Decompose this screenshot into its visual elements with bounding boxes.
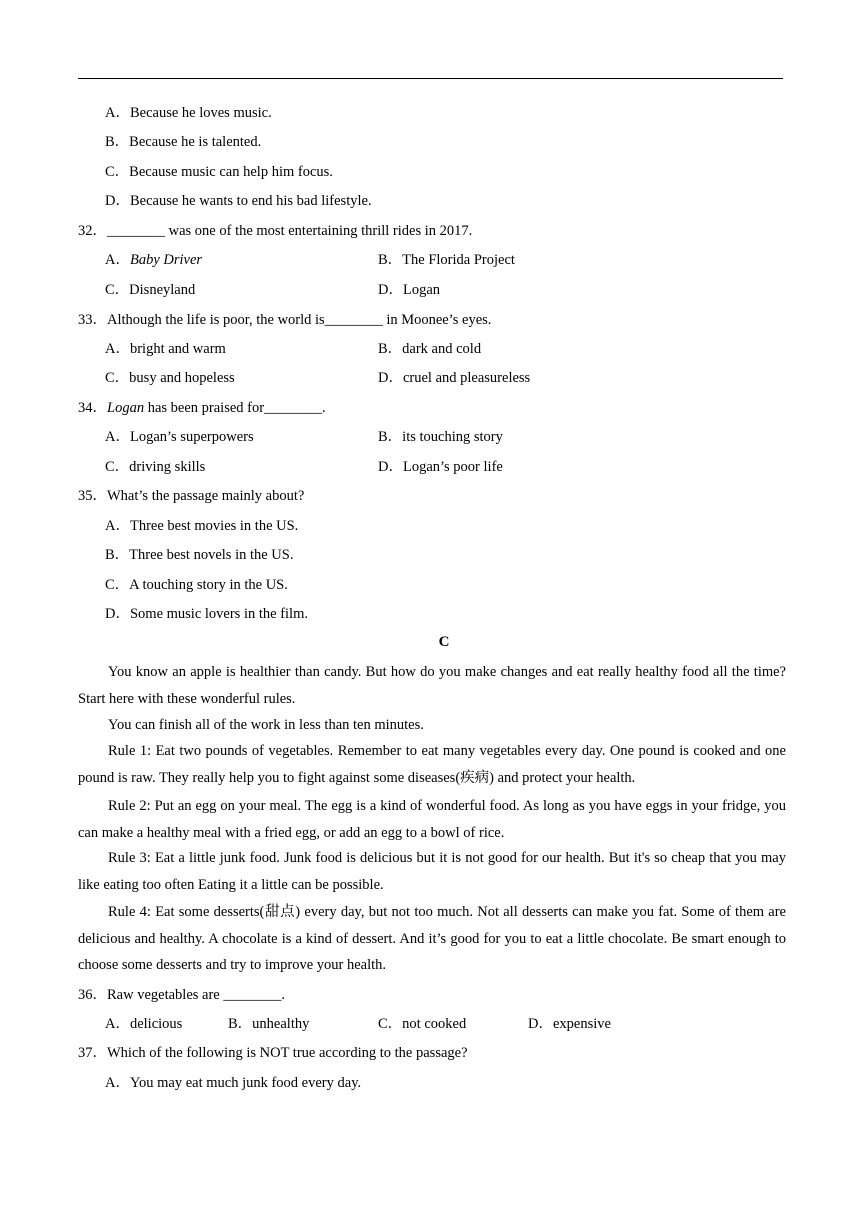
q35-option-d: D．Some music lovers in the film. bbox=[105, 606, 308, 622]
q37-stem: 37．Which of the following is NOT true according to the passage? bbox=[78, 1045, 468, 1061]
q34-stem-title: Logan bbox=[107, 400, 145, 416]
q31-option-a: A．Because he loves music. bbox=[105, 105, 272, 121]
q34-stem-prefix: 34． bbox=[78, 400, 107, 416]
section-c-heading: C bbox=[438, 634, 450, 650]
q33-option-c: C．busy and hopeless bbox=[105, 370, 235, 386]
q36-option-b: B．unhealthy bbox=[228, 1016, 310, 1032]
q32-option-c: C．Disneyland bbox=[105, 282, 196, 298]
q31-option-d: D．Because he wants to end his bad lifestyle. bbox=[105, 193, 372, 209]
q34-option-a: A．Logan’s superpowers bbox=[105, 429, 254, 445]
q32-option-d: D．Logan bbox=[378, 282, 441, 298]
q32-stem: 32．________ was one of the most entertaining thrill rides in 2017. bbox=[78, 223, 473, 239]
q31-option-b: B．Because he is talented. bbox=[105, 134, 262, 150]
q32-option-a-title: Baby Driver bbox=[129, 252, 203, 268]
q34-stem bbox=[78, 399, 326, 417]
q32-option-b: B．The Florida Project bbox=[378, 252, 515, 268]
q35-stem: 35．What’s the passage mainly about? bbox=[78, 488, 305, 504]
q34-stem-rest: has been praised for________. bbox=[144, 400, 326, 416]
header-rule bbox=[78, 78, 783, 79]
q35-option-b: B．Three best novels in the US. bbox=[105, 547, 294, 563]
q34-option-b: B．its touching story bbox=[378, 429, 503, 445]
q31-option-c: C．Because music can help him focus. bbox=[105, 164, 333, 180]
q32-option-a bbox=[105, 251, 202, 269]
passage-rule-4: Rule 4: Eat some desserts(甜点) every day, but not too much. Not all desserts can make you fat. Some of them are delicious and healthy. A chocolate is a kind of dessert. And it’s good for you to eat a little chocolate. Be smart enough to choose some desserts and try to improve your health. bbox=[78, 904, 786, 973]
q36-option-d: D．expensive bbox=[528, 1016, 611, 1032]
q33-stem: 33．Although the life is poor, the world is________ in Moonee’s eyes. bbox=[78, 312, 492, 328]
q37-option-a: A．You may eat much junk food every day. bbox=[105, 1075, 362, 1091]
passage-rule-2: Rule 2: Put an egg on your meal. The egg is a kind of wonderful food. As long as you have eggs in your fridge, you can make a healthy meal with a fried egg, or add an egg to a bowl of rice. bbox=[78, 798, 786, 841]
passage-intro: You know an apple is healthier than candy. But how do you make changes and eat really healthy food all the time? Start here with these wonderful rules. bbox=[78, 664, 786, 707]
q35-option-a: A．Three best movies in the US. bbox=[105, 518, 299, 534]
passage-rule-1: Rule 1: Eat two pounds of vegetables. Remember to eat many vegetables every day. One pound is cooked and one pound is raw. They really help you to fight against some diseases(疾病) and protect your health. bbox=[78, 743, 786, 786]
q34-option-c: C．driving skills bbox=[105, 459, 206, 475]
q32-option-a-prefix: A． bbox=[105, 252, 130, 268]
q33-option-b: B．dark and cold bbox=[378, 341, 482, 357]
q35-option-c: C．A touching story in the US. bbox=[105, 577, 288, 593]
passage-rule-3: Rule 3: Eat a little junk food. Junk food is delicious but it is not good for our health. But it's so cheap that you may like eating too often Eating it a little can be possible. bbox=[78, 850, 786, 893]
q33-option-d: D．cruel and pleasureless bbox=[378, 370, 531, 386]
q36-option-c: C．not cooked bbox=[378, 1016, 467, 1032]
q33-option-a: A．bright and warm bbox=[105, 341, 226, 357]
passage-time-note: You can finish all of the work in less than ten minutes. bbox=[108, 717, 424, 733]
q36-option-a: A．delicious bbox=[105, 1016, 183, 1032]
q34-option-d: D．Logan’s poor life bbox=[378, 459, 503, 475]
q36-stem: 36．Raw vegetables are ________. bbox=[78, 987, 285, 1003]
